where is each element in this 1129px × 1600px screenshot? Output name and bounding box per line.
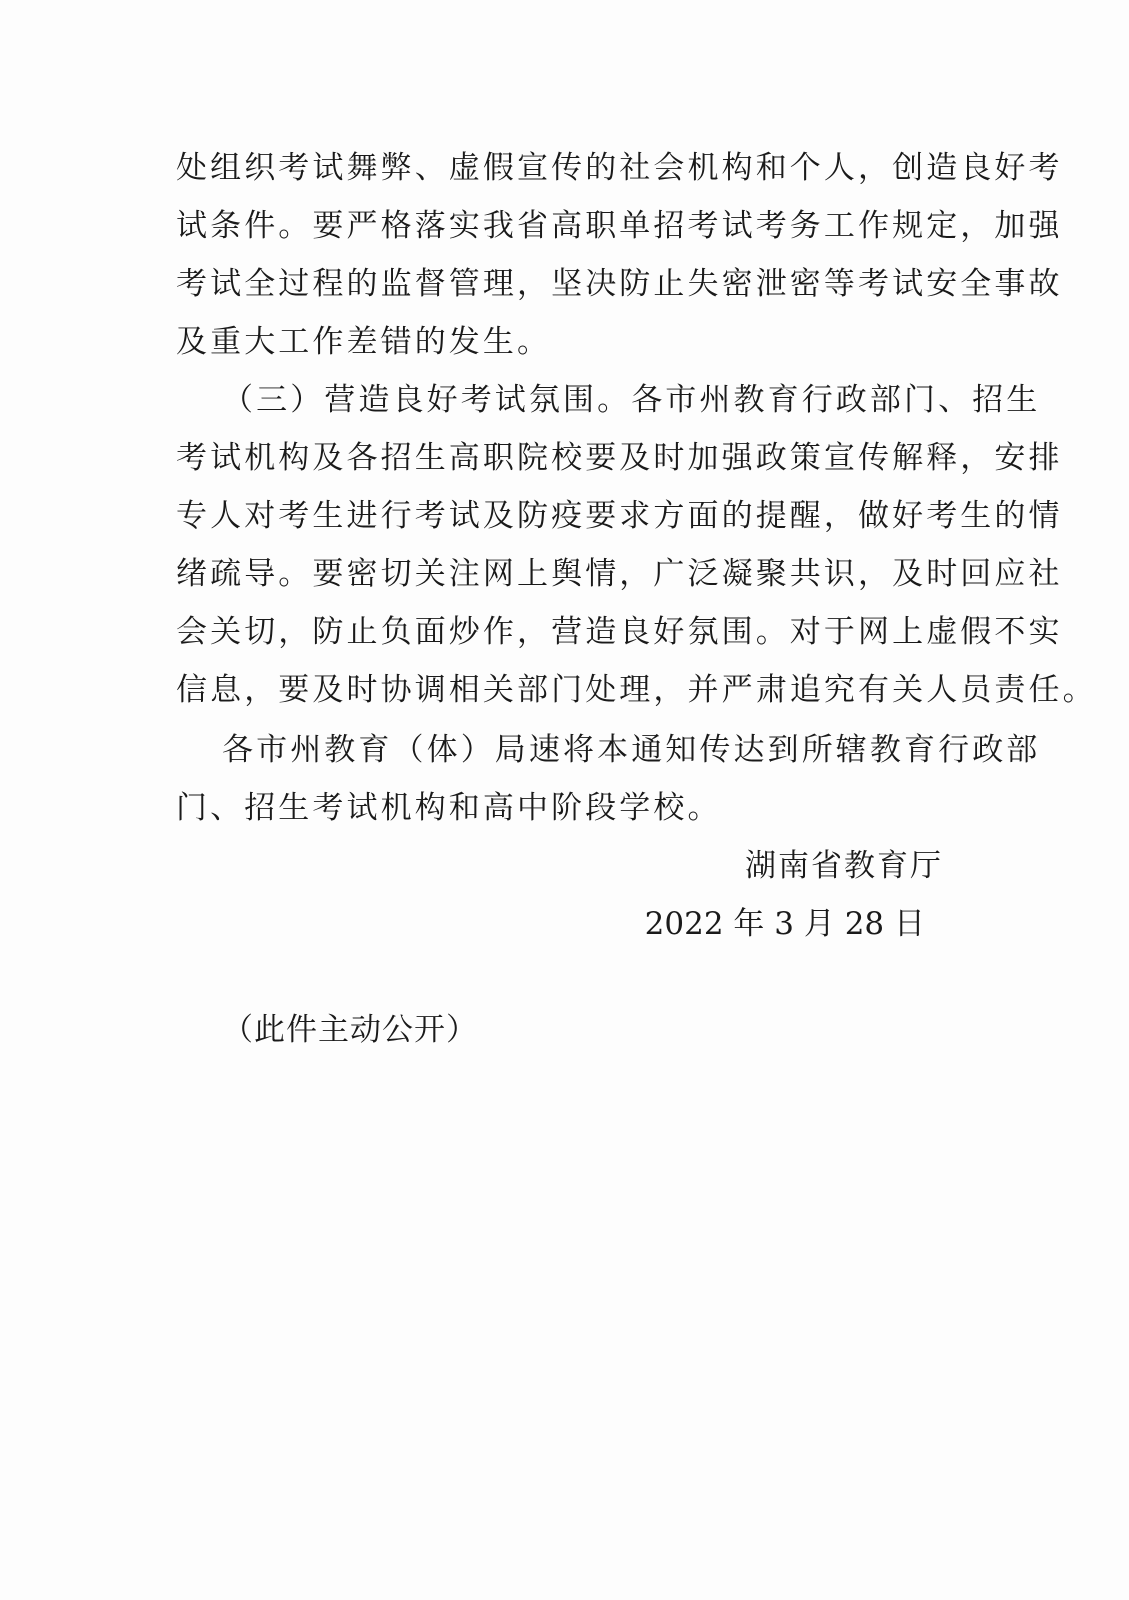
body-line: 会关切，防止负面炒作，营造良好氛围。对于网上虚假不实 — [176, 614, 1063, 650]
body-line: 考试机构及各招生高职院校要及时加强政策宣传解释，安排 — [176, 440, 1063, 476]
body-line: 考试全过程的监督管理，坚决防止失密泄密等考试安全事故 — [176, 266, 1063, 302]
issue-date: 2022 年 3 月 28 日 — [644, 906, 925, 942]
disclosure-note: （此件主动公开） — [222, 1012, 478, 1048]
closing-line: 门、招生考试机构和高中阶段学校。 — [176, 790, 722, 826]
body-line: 及重大工作差错的发生。 — [176, 324, 552, 360]
body-line: 处组织考试舞弊、虚假宣传的社会机构和个人，创造良好考 — [176, 150, 1063, 186]
body-line: 绪疏导。要密切关注网上舆情，广泛凝聚共识，及时回应社 — [176, 556, 1063, 592]
section-3-heading-line: （三）营造良好考试氛围。各市州教育行政部门、招生 — [222, 382, 1041, 418]
closing-line: 各市州教育（体）局速将本通知传达到所辖教育行政部 — [222, 732, 1041, 768]
issuer-name: 湖南省教育厅 — [745, 848, 943, 884]
body-line: 试条件。要严格落实我省高职单招考试考务工作规定，加强 — [176, 208, 1063, 244]
body-line: 信息，要及时协调相关部门处理，并严肃追究有关人员责任。 — [176, 672, 1097, 708]
body-line: 专人对考生进行考试及防疫要求方面的提醒，做好考生的情 — [176, 498, 1063, 534]
